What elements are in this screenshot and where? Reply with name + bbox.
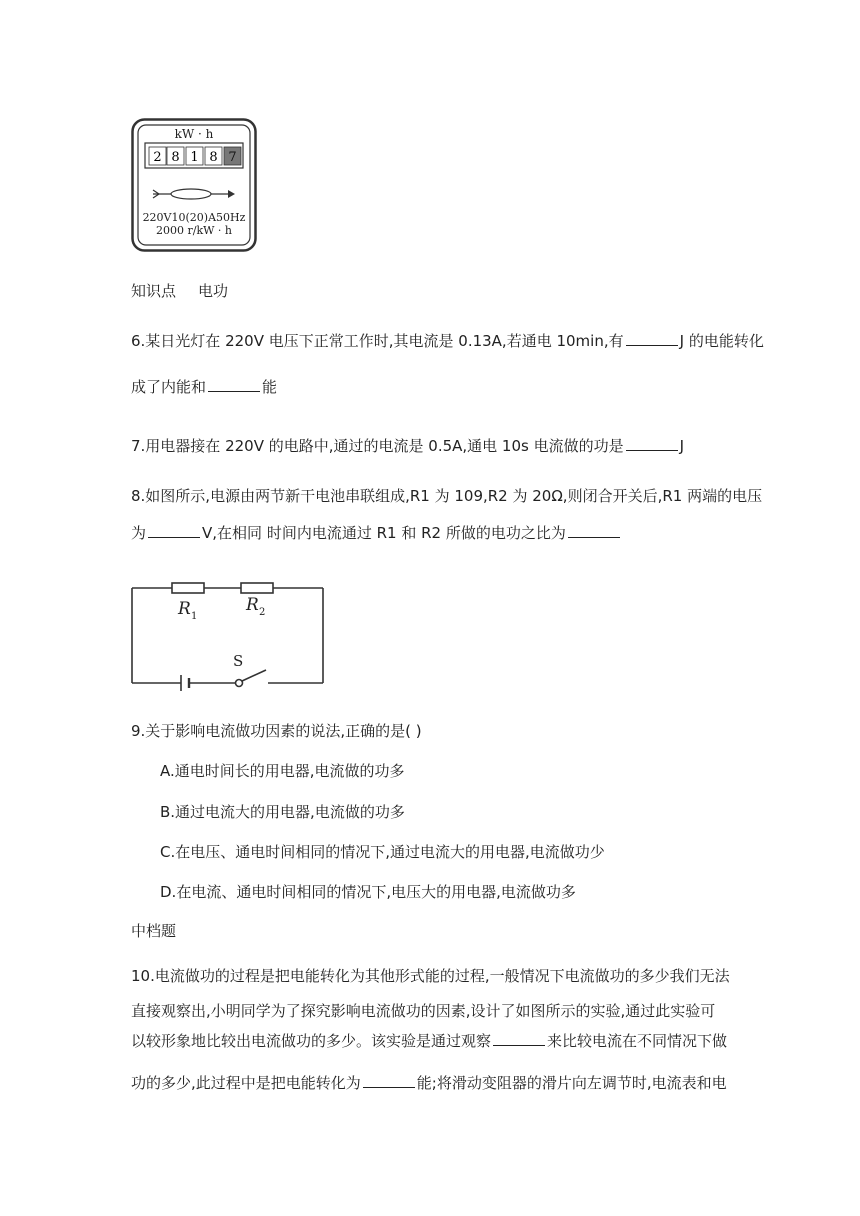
option-text: B.通过电流大的用电器,电流做的功多 [160, 803, 405, 821]
section-heading-medium [131, 921, 176, 941]
option-text: D.在电流、通电时间相同的情况下,电压大的用电器,电流做功多 [160, 883, 576, 901]
answer-blank [493, 1031, 545, 1046]
r2-subscript: 2 [259, 607, 266, 618]
question-text: 10.电流做功的过程是把电能转化为其他形式能的过程,一般情况下电流做功的多少我们无法 [131, 967, 730, 985]
question-9-option-b [160, 802, 405, 822]
answer-blank [363, 1073, 415, 1088]
question-6-line-1 [131, 331, 764, 351]
question-8-line-1 [131, 486, 762, 506]
meter-spec-rating: 220V10(20)A50Hz [142, 211, 246, 224]
question-text: J 的电能转化 [679, 332, 764, 350]
question-text: 8.如图所示,电源由两节新干电池串联组成,R1 为 109,R2 为 20Ω,则闭合开关后,R1 两端的电压 [131, 487, 763, 505]
question-text: 能;将滑动变阻器的滑片向左调节时,电流表和电 [416, 1074, 727, 1092]
question-text: 为 [131, 524, 147, 542]
meter-spec-constant: 2000 r/kW · h [155, 224, 233, 237]
meter-digit: 2 [153, 150, 162, 165]
question-8-line-2 [131, 523, 622, 543]
question-text: 6.某日光灯在 220V 电压下正常工作时,其电流是 0.13A,若通电 10min,有 [131, 332, 624, 350]
question-9-stem [131, 721, 422, 741]
question-6-line-2 [131, 377, 277, 397]
question-9-option-a [160, 761, 405, 781]
resistor-r2 [241, 583, 273, 593]
meter-unit: kW · h [174, 127, 214, 141]
question-10-line-3 [131, 1031, 727, 1051]
meter-digit: 8 [171, 150, 180, 165]
question-10-line-2 [131, 1001, 715, 1021]
question-text: 直接观察出,小明同学为了探究影响电流做功的因素,设计了如图所示的实验,通过此实验可 [131, 1002, 716, 1020]
question-7 [131, 436, 684, 456]
meter-digit: 1 [190, 150, 199, 165]
section-topic: 电功 [198, 282, 229, 300]
option-text: A.通电时间长的用电器,电流做的功多 [160, 762, 405, 780]
section-heading-knowledge-point [131, 281, 228, 301]
question-9-option-d [160, 882, 576, 902]
r1-subscript: 1 [191, 611, 198, 622]
question-text: V,在相同 时间内电流通过 R1 和 R2 所做的电功之比为 [202, 524, 566, 542]
question-text: 功的多少,此过程中是把电能转化为 [131, 1074, 361, 1092]
r2-label: R [246, 595, 259, 615]
answer-blank [148, 523, 200, 538]
meter-digit: 8 [209, 150, 218, 165]
resistor-r1 [172, 583, 204, 593]
question-text: 以较形象地比较出电流做功的多少。该实验是通过观察 [131, 1032, 492, 1050]
question-text: J [679, 437, 685, 455]
section-label: 知识点 [131, 282, 177, 300]
meter-digit-decimal: 7 [228, 150, 237, 165]
answer-blank [626, 436, 678, 451]
question-text: 成了内能和 [131, 378, 207, 396]
switch-label: S [233, 652, 244, 670]
question-9-option-c [160, 842, 605, 862]
option-text: C.在电压、通电时间相同的情况下,通过电流大的用电器,电流做功少 [160, 843, 605, 861]
question-text: 7.用电器接在 220V 的电路中,通过的电流是 0.5A,通电 10s 电流做的功是 [131, 437, 624, 455]
section-label: 中档题 [131, 922, 177, 940]
question-text: 来比较电流在不同情况下做 [547, 1032, 728, 1050]
r1-label: R [178, 599, 191, 619]
meter-digits [149, 147, 241, 165]
circuit-diagram [128, 570, 328, 694]
question-10-line-4 [131, 1073, 727, 1093]
question-10-line-1 [131, 966, 730, 986]
answer-blank [208, 377, 260, 392]
answer-blank [626, 331, 678, 346]
answer-blank [568, 523, 620, 538]
question-text: 9.关于影响电流做功因素的说法,正确的是( ) [131, 722, 422, 740]
electricity-meter-figure [131, 118, 257, 252]
question-text: 能 [262, 378, 278, 396]
